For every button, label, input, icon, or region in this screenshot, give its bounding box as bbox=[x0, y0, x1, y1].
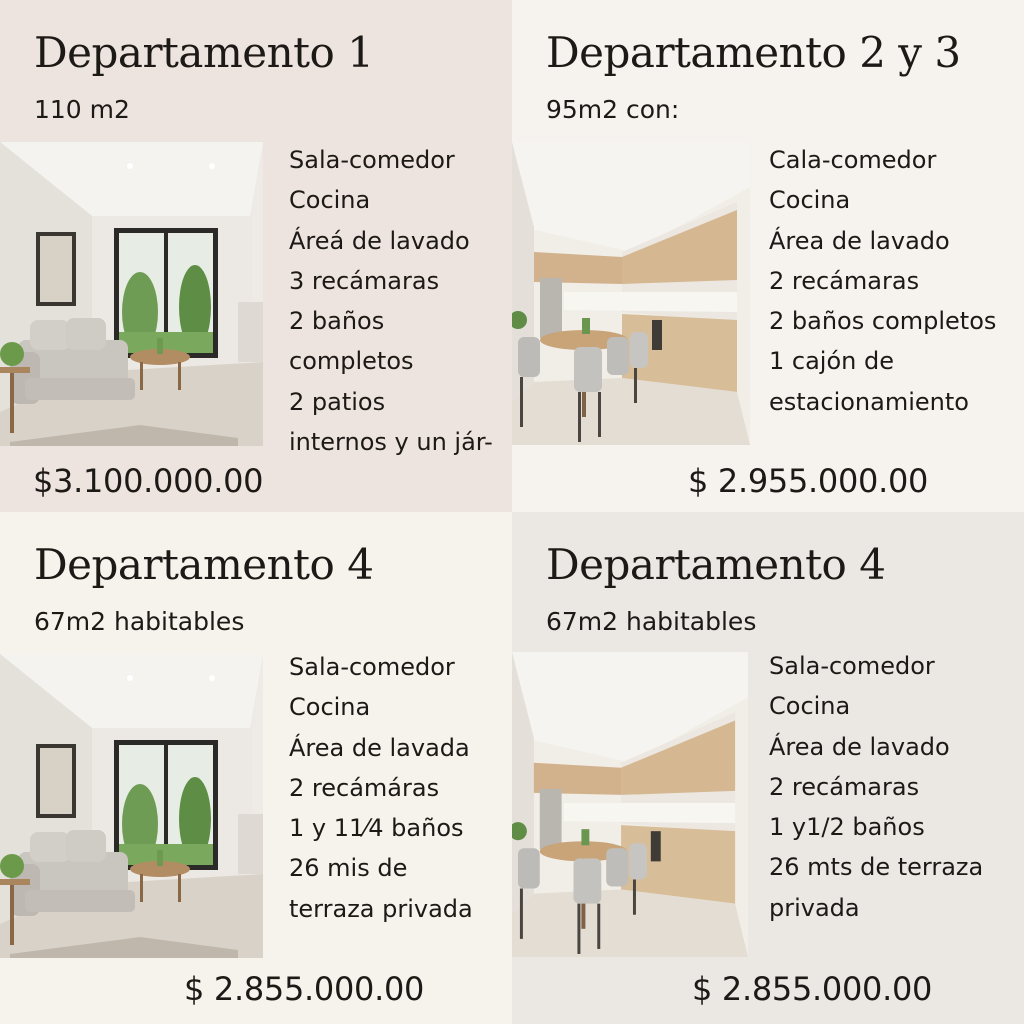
feature-item: Sala-comedor bbox=[289, 653, 455, 681]
feature-list bbox=[289, 647, 509, 929]
living-room-photo bbox=[0, 142, 263, 446]
feature-item: Áreá de lavado bbox=[289, 226, 470, 255]
feature-item: 3 recámaras bbox=[289, 266, 440, 295]
feature-item: privada bbox=[769, 893, 860, 922]
feature-item: Área de lavado bbox=[769, 226, 950, 255]
feature-item: Sala-comedor bbox=[769, 652, 935, 680]
feature-item: 1 y1/2 baños bbox=[769, 813, 925, 842]
listing-price: $ 2.855.000.00 bbox=[692, 970, 933, 1008]
listing-title: Departamento 1 bbox=[34, 28, 374, 77]
feature-item: 2 recámaras bbox=[769, 772, 920, 801]
listing-area: 67m2 habitables bbox=[34, 607, 245, 636]
feature-item: Sala-comedor bbox=[289, 146, 455, 174]
feature-item: Área de lavado bbox=[769, 732, 950, 761]
listing-title: Departamento 2 y 3 bbox=[546, 28, 961, 77]
listing-card[interactable] bbox=[512, 0, 1024, 512]
feature-item: 26 mis de bbox=[289, 854, 408, 883]
listing-card[interactable] bbox=[0, 0, 512, 512]
feature-list bbox=[769, 646, 989, 928]
listing-card[interactable] bbox=[0, 512, 512, 1024]
listing-area: 67m2 habitables bbox=[546, 607, 757, 636]
feature-item: 2 baños completos bbox=[769, 307, 997, 336]
feature-list bbox=[289, 140, 509, 462]
feature-item: Cala-comedor bbox=[769, 146, 937, 174]
kitchen-dining-photo bbox=[512, 142, 750, 445]
listing-photo[interactable] bbox=[0, 654, 263, 958]
listing-photo[interactable] bbox=[512, 142, 750, 445]
listing-area: 110 m2 bbox=[34, 95, 130, 124]
listing-price: $ 2.955.000.00 bbox=[688, 462, 929, 500]
kitchen-dining-photo bbox=[512, 652, 748, 957]
feature-item: 26 mts de terraza bbox=[769, 853, 984, 882]
feature-item: completos bbox=[289, 347, 414, 376]
feature-item: internos y un jár- bbox=[289, 428, 493, 457]
feature-item: Área de lavada bbox=[289, 733, 470, 762]
feature-item: 2 recámaras bbox=[769, 266, 920, 295]
listing-title: Departamento 4 bbox=[34, 540, 374, 589]
feature-item: Cocina bbox=[289, 693, 371, 722]
listing-area: 95m2 con: bbox=[546, 95, 680, 124]
feature-item: 2 patios bbox=[289, 387, 386, 416]
feature-list bbox=[769, 140, 997, 422]
listing-card[interactable] bbox=[512, 512, 1024, 1024]
listing-photo[interactable] bbox=[0, 142, 263, 446]
listing-photo[interactable] bbox=[512, 652, 748, 957]
listing-price: $3.100.000.00 bbox=[33, 462, 264, 500]
feature-item: Cocina bbox=[289, 186, 371, 215]
feature-item: 2 baños bbox=[289, 307, 385, 336]
feature-item: 2 recámáras bbox=[289, 773, 440, 802]
living-room-photo bbox=[0, 654, 263, 958]
listing-title: Departamento 4 bbox=[546, 540, 886, 589]
feature-item: Cocina bbox=[769, 186, 851, 215]
feature-item: 1 cajón de bbox=[769, 347, 894, 376]
feature-item: 1 y 11⁄4 baños bbox=[289, 814, 464, 843]
feature-item: Cocina bbox=[769, 692, 851, 721]
listing-price: $ 2.855.000.00 bbox=[184, 970, 425, 1008]
feature-item: terraza privada bbox=[289, 894, 473, 923]
feature-item: estacionamiento bbox=[769, 387, 969, 416]
